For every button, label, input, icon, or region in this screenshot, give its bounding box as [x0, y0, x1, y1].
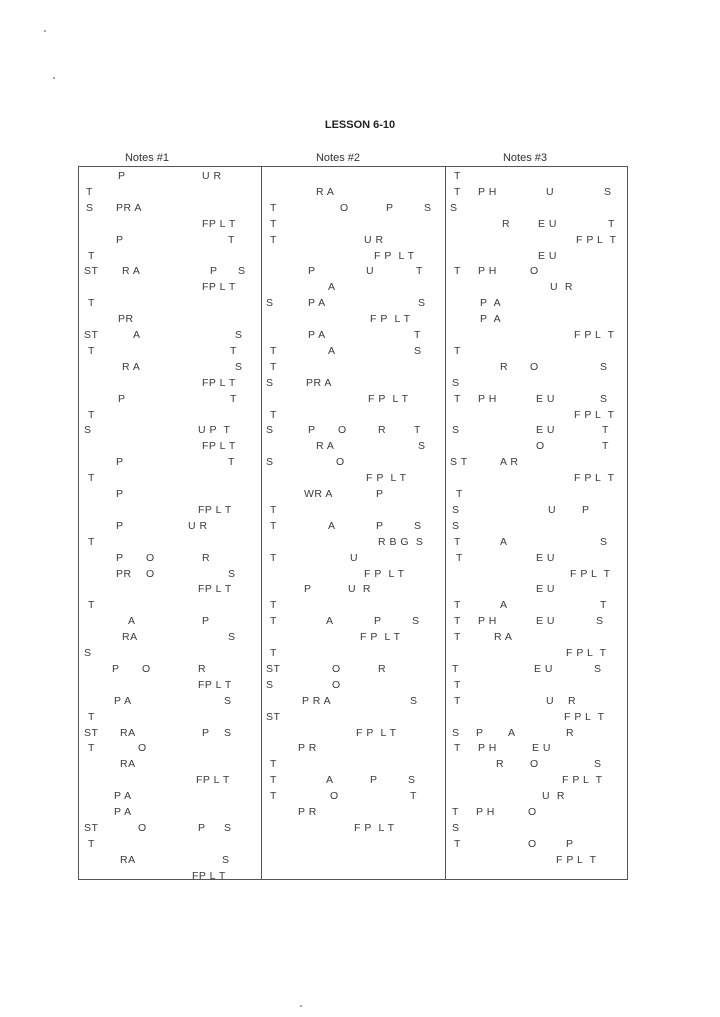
note-entry: E U: [536, 424, 556, 437]
note-entry: T: [86, 185, 93, 198]
note-entry: U: [546, 185, 555, 198]
note-entry: F P L T: [566, 647, 607, 659]
note-entry: P R: [298, 742, 317, 755]
note-entry: P R: [298, 806, 317, 818]
note-entry: S: [224, 694, 232, 707]
note-entry: RA: [120, 853, 136, 866]
note-entry: T: [88, 742, 95, 755]
note-entry: T: [454, 615, 461, 628]
note-entry: F P L T: [570, 567, 611, 580]
note-entry: O: [138, 742, 147, 755]
note-entry: S: [84, 424, 92, 437]
note-entry: P A: [114, 806, 132, 818]
note-entry: F P L T: [574, 472, 615, 485]
note-entry: RA: [120, 726, 136, 739]
note-entry: T: [270, 233, 277, 246]
note-entry: T: [270, 774, 277, 787]
note-entry: F P L T: [368, 392, 409, 405]
note-entry: S: [596, 615, 604, 628]
note-entry: T: [88, 249, 95, 262]
note-entry: P: [118, 170, 126, 182]
note-entry: O: [138, 821, 147, 834]
note-entry: O: [142, 662, 151, 675]
note-entry: R: [500, 360, 509, 373]
note-entry: T: [270, 360, 277, 373]
note-entry: T: [602, 424, 609, 437]
note-entry: S: [266, 678, 274, 691]
note-entry: R A: [316, 440, 335, 453]
note-entry: P: [118, 392, 126, 405]
note-entry: E U: [534, 662, 554, 675]
note-entry: F P L T: [356, 726, 397, 739]
note-entry: T: [270, 217, 277, 230]
note-entry: P H: [478, 615, 497, 628]
note-entry: P: [370, 774, 378, 787]
note-entry: P: [476, 726, 484, 739]
note-entry: F P L T: [374, 249, 415, 262]
note-entry: RA: [120, 758, 136, 771]
note-entry: FP L T: [202, 217, 236, 230]
note-entry: O: [146, 551, 155, 564]
note-entry: P A: [308, 297, 326, 310]
note-entry: P R A: [302, 694, 332, 707]
note-entry: T: [608, 217, 615, 230]
note-entry: O: [146, 567, 155, 580]
note-entry: T: [454, 185, 461, 198]
note-entry: O: [340, 201, 349, 214]
note-entry: A: [508, 726, 516, 739]
note-entry: U R: [188, 519, 208, 532]
note-entry: T: [88, 837, 95, 850]
note-entry: F P L T: [564, 710, 605, 723]
note-entry: P A: [114, 694, 132, 707]
note-entry: R: [378, 424, 387, 437]
note-entry: S: [452, 503, 460, 516]
note-entry: S: [228, 631, 236, 644]
note-entry: E U: [538, 249, 558, 262]
note-entry: A: [128, 615, 136, 628]
note-entry: P: [304, 583, 312, 596]
note-entry: F P L T: [556, 853, 597, 866]
note-entry: S: [418, 297, 426, 310]
note-entry: PR A: [116, 201, 142, 214]
note-entry: S: [604, 185, 612, 198]
note-entry: R A: [316, 185, 335, 198]
note-entry: F P L T: [370, 313, 411, 326]
note-entry: T: [88, 535, 95, 548]
note-entry: ST: [84, 329, 99, 341]
note-entry: F P L T: [562, 774, 603, 787]
note-entry: U R: [348, 583, 371, 596]
note-entry: FP L T: [192, 869, 226, 882]
note-entry: S: [452, 519, 460, 532]
note-entry: S: [452, 424, 460, 437]
note-entry: S: [266, 456, 274, 469]
note-entry: U: [366, 265, 375, 278]
note-entry: O: [536, 440, 545, 453]
note-entry: T: [270, 551, 277, 564]
note-entry: R: [202, 551, 211, 564]
note-entry: F P L T: [354, 821, 395, 834]
note-entry: S: [266, 297, 274, 310]
note-entry: P: [308, 265, 316, 278]
note-entry: T: [88, 408, 95, 421]
column-header-notes-2: Notes #2: [315, 152, 361, 164]
note-entry: T: [454, 631, 461, 644]
note-entry: T: [270, 519, 277, 532]
note-entry: P: [202, 615, 210, 628]
note-entry: A: [328, 519, 336, 532]
note-entry: S: [238, 265, 246, 278]
note-entry: S: [86, 201, 94, 214]
note-entry: P: [210, 265, 218, 278]
note-entry: P H: [478, 392, 497, 405]
note-entry: T: [270, 201, 277, 214]
note-entry: T: [452, 662, 459, 675]
note-entry: R: [568, 694, 577, 707]
note-entry: O: [330, 790, 339, 803]
note-entry: S T: [450, 456, 468, 469]
note-entry: P A: [480, 313, 502, 326]
note-entry: P: [116, 551, 124, 564]
note-entry: E U: [536, 551, 556, 564]
note-entry: T: [454, 599, 461, 612]
note-entry: ST: [266, 662, 281, 675]
note-entry: FP L T: [198, 503, 232, 516]
note-entry: S: [408, 774, 416, 787]
note-entry: S: [452, 376, 460, 389]
note-entry: U R: [202, 170, 222, 182]
note-entry: U R: [364, 233, 384, 246]
note-entry: O: [336, 456, 345, 469]
note-entry: RA: [122, 631, 138, 644]
note-entry: P H: [478, 742, 497, 755]
note-entry: A R: [500, 456, 519, 469]
note-entry: U P T: [198, 424, 231, 437]
note-entry: E U: [536, 615, 556, 628]
note-entry: U: [548, 503, 557, 516]
notes-table: [78, 166, 628, 880]
note-entry: P: [202, 726, 210, 739]
column-header-notes-1: Notes #1: [124, 152, 170, 164]
note-entry: FP L T: [202, 376, 236, 389]
note-entry: S: [600, 360, 608, 373]
note-entry: T: [270, 408, 277, 421]
note-entry: S: [266, 424, 274, 437]
note-entry: R: [198, 662, 207, 675]
note-entry: T: [270, 758, 277, 771]
note-entry: F P L T: [574, 408, 615, 421]
scan-speck: [53, 77, 55, 79]
note-entry: FP L T: [202, 281, 236, 294]
note-entry: P: [374, 615, 382, 628]
note-entry: E U: [532, 742, 552, 755]
note-entry: PR A: [306, 376, 332, 389]
note-entry: S: [424, 201, 432, 214]
note-entry: A: [328, 281, 336, 294]
note-entry: S: [600, 535, 608, 548]
note-entry: T: [270, 344, 277, 357]
note-entry: R A: [494, 631, 513, 644]
note-entry: P H: [478, 185, 497, 198]
note-entry: S: [600, 392, 608, 405]
note-entry: S: [414, 344, 422, 357]
note-entry: T: [454, 265, 461, 278]
note-entry: T: [454, 170, 461, 182]
note-entry: S: [266, 376, 274, 389]
note-entry: P: [386, 201, 394, 214]
note-entry: PR: [116, 567, 132, 580]
note-entry: S: [222, 853, 230, 866]
note-entry: P H: [476, 806, 495, 818]
note-entry: E U: [536, 392, 556, 405]
note-entry: P: [116, 456, 124, 469]
lesson-title: LESSON 6-10: [324, 119, 396, 131]
note-entry: T: [270, 790, 277, 803]
note-entry: ST: [84, 821, 99, 834]
note-entry: U: [546, 694, 555, 707]
note-entry: T: [454, 535, 461, 548]
note-entry: S: [418, 440, 426, 453]
note-entry: T: [230, 392, 237, 405]
note-entry: T: [414, 424, 421, 437]
note-entry: S: [235, 360, 243, 373]
note-entry: S: [450, 201, 458, 214]
note-entry: T: [228, 456, 235, 469]
note-entry: E U: [538, 217, 558, 230]
note-entry: T: [88, 599, 95, 612]
note-entry: S: [224, 726, 232, 739]
note-entry: F P L T: [574, 329, 615, 341]
note-entry: S: [594, 662, 602, 675]
note-entry: FP L T: [198, 678, 232, 691]
note-entry: P: [376, 488, 384, 500]
note-entry: T: [230, 344, 237, 357]
note-entry: ST: [84, 265, 99, 278]
note-entry: P: [116, 519, 124, 532]
note-entry: A: [500, 599, 508, 612]
scan-speck: [300, 1005, 302, 1007]
note-entry: T: [228, 233, 235, 246]
note-entry: ST: [84, 726, 99, 739]
note-entry: R: [496, 758, 505, 771]
note-entry: T: [456, 488, 463, 500]
note-entry: A: [326, 615, 334, 628]
note-entry: T: [88, 344, 95, 357]
note-entry: O: [338, 424, 347, 437]
note-entry: T: [414, 329, 421, 341]
note-entry: T: [88, 297, 95, 310]
note-entry: P: [112, 662, 120, 675]
note-entry: R: [566, 726, 575, 739]
note-entry: T: [454, 837, 461, 850]
note-entry: T: [270, 647, 277, 659]
note-entry: P: [308, 424, 316, 437]
note-entry: U R: [542, 790, 565, 803]
note-entry: T: [416, 265, 423, 278]
note-entry: S: [84, 647, 92, 659]
note-entry: O: [530, 265, 539, 278]
note-entry: R B G S: [378, 535, 424, 548]
note-entry: T: [88, 710, 95, 723]
note-entry: T: [270, 599, 277, 612]
note-entry: S: [414, 519, 422, 532]
note-entry: T: [270, 503, 277, 516]
scan-speck: [44, 30, 46, 32]
note-entry: T: [454, 344, 461, 357]
note-entry: A: [326, 774, 334, 787]
note-entry: O: [528, 806, 537, 818]
note-entry: T: [602, 440, 609, 453]
note-entry: T: [454, 392, 461, 405]
note-entry: F P L T: [576, 233, 617, 246]
note-entry: R: [502, 217, 511, 230]
note-entry: S: [410, 694, 418, 707]
note-entry: O: [332, 662, 341, 675]
note-entry: A: [500, 535, 508, 548]
note-entry: T: [410, 790, 417, 803]
note-entry: S: [594, 758, 602, 771]
note-entry: S: [235, 329, 243, 341]
note-entry: ST: [266, 710, 281, 723]
note-entry: T: [454, 694, 461, 707]
note-entry: FP L T: [198, 583, 232, 596]
note-entry: F P L T: [360, 631, 401, 644]
note-entry: T: [88, 472, 95, 485]
note-entry: P: [116, 233, 124, 246]
note-entry: T: [456, 551, 463, 564]
note-entry: F P L T: [364, 567, 405, 580]
note-entry: WR A: [304, 488, 333, 500]
note-entry: U: [350, 551, 359, 564]
note-entry: O: [530, 360, 539, 373]
column-divider: [261, 166, 262, 880]
note-entry: S: [452, 821, 460, 834]
note-entry: T: [600, 599, 607, 612]
note-entry: A: [133, 329, 141, 341]
note-entry: P H: [478, 265, 497, 278]
note-entry: P: [116, 488, 124, 500]
note-entry: P: [582, 503, 590, 516]
note-entry: A: [328, 344, 336, 357]
note-entry: O: [530, 758, 539, 771]
note-entry: O: [528, 837, 537, 850]
note-entry: P: [566, 837, 574, 850]
note-entry: E U: [536, 583, 556, 596]
note-entry: F P L T: [366, 472, 407, 485]
note-entry: T: [454, 742, 461, 755]
note-entry: U R: [550, 281, 573, 294]
column-header-notes-3: Notes #3: [502, 152, 548, 164]
note-entry: P A: [480, 297, 502, 310]
note-entry: P A: [114, 790, 132, 803]
note-entry: S: [228, 567, 236, 580]
note-entry: P: [198, 821, 206, 834]
note-entry: P A: [308, 329, 326, 341]
note-entry: FP L T: [196, 774, 230, 787]
note-entry: R A: [122, 265, 141, 278]
note-entry: T: [270, 615, 277, 628]
note-entry: R A: [122, 360, 141, 373]
note-entry: S: [224, 821, 232, 834]
note-entry: T: [454, 678, 461, 691]
note-entry: O: [332, 678, 341, 691]
note-entry: S: [452, 726, 460, 739]
note-entry: T: [452, 806, 459, 818]
note-entry: S: [412, 615, 420, 628]
note-entry: FP L T: [202, 440, 236, 453]
column-divider: [445, 166, 446, 880]
note-entry: PR: [118, 313, 134, 326]
note-entry: P: [376, 519, 384, 532]
note-entry: R: [378, 662, 387, 675]
